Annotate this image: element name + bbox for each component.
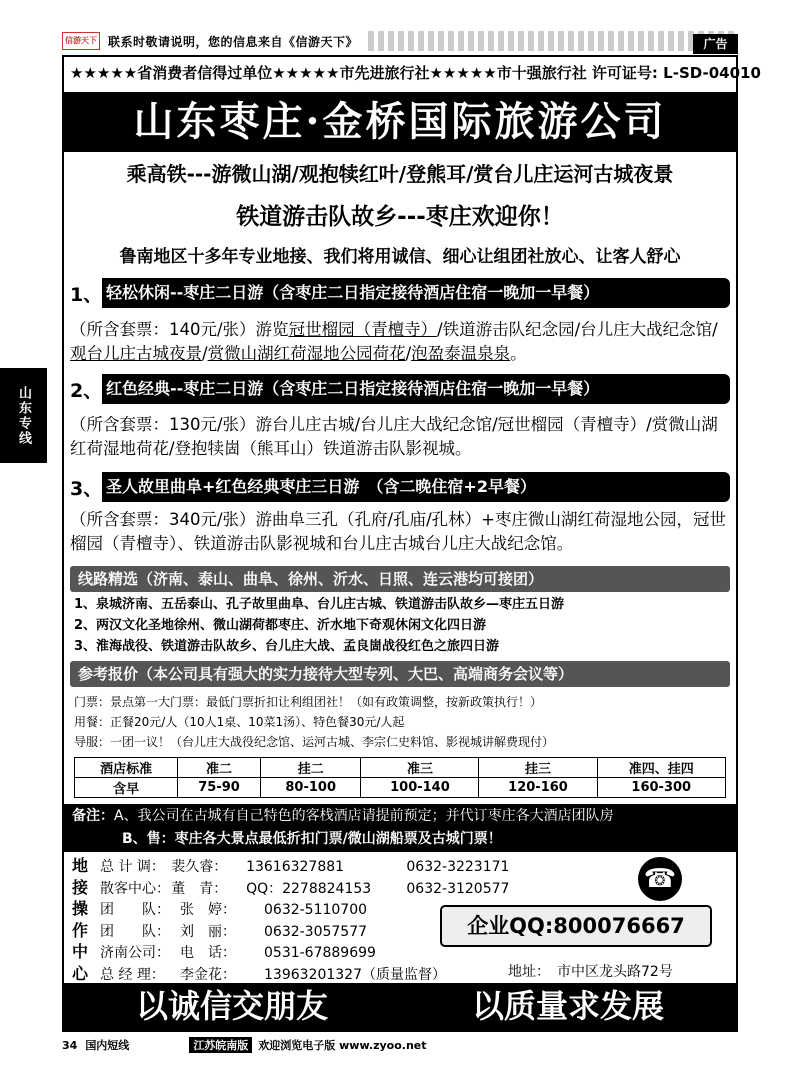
operations-center-label bbox=[72, 855, 92, 984]
tour-1-header bbox=[70, 278, 730, 308]
contact-phone: 0632-3057577 bbox=[264, 923, 368, 940]
pricing-lines bbox=[74, 692, 724, 752]
tour-3-body: （所含套票：340元/张）游曲阜三孔（孔府/孔庙/孔林）+枣庄微山湖红荷湿地公园，冠世榴园（青檀寺）、铁道游击队影视城和台儿庄古城台儿庄大战纪念馆。 bbox=[70, 510, 726, 553]
top-header bbox=[62, 30, 738, 52]
table-header: 准三 bbox=[361, 758, 479, 778]
contact-row bbox=[100, 857, 540, 879]
routes-heading: 线路精选（济南、泰山、曲阜、徐州、沂水、日照、连云港均可接团） bbox=[70, 566, 730, 592]
remark-a: A、我公司在古城有自己特色的客栈酒店请提前预定；并代订枣庄各大酒店团队房 bbox=[114, 808, 614, 824]
tour-1-text: （所含套票：140元/张）游览 bbox=[70, 320, 289, 339]
pricing-heading: 参考报价（本公司具有强大的实力接待大型专列、大巴、高端商务会议等） bbox=[70, 661, 730, 687]
tour-1-text: 。 bbox=[510, 344, 527, 363]
logo: 信游天下 bbox=[62, 32, 100, 50]
contact-role: 总 计 调： bbox=[100, 859, 165, 875]
pricing-line: 用餐：正餐20元/人（10人1桌、10菜1汤）、特色餐30元/人起 bbox=[74, 715, 405, 729]
slogan-2: 铁道游击队故乡---枣庄欢迎你！ bbox=[236, 204, 564, 230]
tour-2-number: 2、 bbox=[70, 379, 103, 402]
tour-3-number: 3、 bbox=[70, 477, 103, 500]
header-stripes bbox=[368, 31, 738, 51]
contact-phone: 13963201327（质量监督） bbox=[264, 966, 446, 983]
table-header: 酒店标准 bbox=[75, 758, 178, 778]
contact-name: 裴久睿： bbox=[171, 859, 228, 875]
table-cell: 含早 bbox=[75, 778, 178, 798]
table-cell: 80-100 bbox=[260, 778, 360, 798]
contact-phone-2: 0632-3223171 bbox=[406, 859, 510, 875]
table-cell: 120-160 bbox=[479, 778, 597, 798]
tour-3-header bbox=[70, 472, 730, 502]
credentials-line: ★★★★★省消费者信得过单位★★★★★市先进旅行社★★★★★市十强旅行社 许可证号: L-SD-04010 bbox=[70, 64, 761, 82]
contact-name: 刘 丽： bbox=[180, 923, 236, 940]
ops-char: 作 bbox=[72, 920, 89, 940]
table-header: 准二 bbox=[178, 758, 261, 778]
motto-left: 以诚信交朋友 bbox=[135, 987, 328, 1025]
contact-role: 团 队： bbox=[100, 923, 170, 940]
ops-char: 操 bbox=[72, 899, 89, 918]
ops-char: 中 bbox=[72, 942, 89, 961]
contact-phone: 0531-67889699 bbox=[264, 945, 376, 961]
contact-phone: QQ：2278824153 bbox=[246, 880, 372, 897]
contact-phone-2: 0632-3120577 bbox=[406, 880, 510, 897]
tour-1-body bbox=[70, 318, 730, 366]
pricing-line: 导服：一团一议！（台儿庄大战役纪念馆、运河古城、李宗仁史料馆、影视城讲解费现付） bbox=[74, 735, 555, 749]
site-text: 欢迎浏览电子版 www.zyoo.net bbox=[258, 1039, 427, 1052]
table-cell: 100-140 bbox=[361, 778, 479, 798]
remarks-label: 备注： bbox=[72, 808, 114, 824]
table-header: 挂三 bbox=[479, 758, 597, 778]
tour-3-title: 圣人故里曲阜+红色经典枣庄三日游 （含二晚住宿+2早餐） bbox=[102, 472, 730, 502]
tour-2-body: （所含套票：130元/张）游台儿庄古城/台儿庄大战纪念馆/冠世榴园（青檀寺）/赏微山湖红荷湿地荷花/登抱犊崮（熊耳山）铁道游击队影视城。 bbox=[70, 415, 718, 458]
pricing-line: 门票：景点第一大门票：最低门票折扣让利组团社！（如有政策调整，按新政策执行！） bbox=[74, 695, 543, 709]
company-title: 山东枣庄·金桥国际旅游公司 bbox=[64, 92, 736, 152]
contact-role: 总 经 理： bbox=[100, 966, 165, 983]
hotel-price-table bbox=[74, 757, 726, 798]
table-header-row bbox=[75, 758, 726, 778]
header-notice: 联系时敬请说明，您的信息来自《信游天下》 bbox=[108, 34, 359, 49]
company-qq: 企业QQ:800076667 bbox=[440, 905, 712, 947]
page-number: 34 bbox=[62, 1038, 78, 1052]
ad-tag: 广告 bbox=[693, 34, 738, 54]
tour-1-text: /铁道游击队纪念园/台儿庄大战纪念馆/ bbox=[437, 320, 718, 339]
table-header: 准四、挂四 bbox=[597, 758, 725, 778]
remark-b: B、售：枣庄各大景点最低折扣门票/微山湖船票及古城门票！ bbox=[122, 831, 502, 847]
ops-char: 接 bbox=[72, 877, 89, 897]
ops-char: 心 bbox=[72, 963, 89, 983]
route-item: 1、泉城济南、五岳泰山、孔子故里曲阜、台儿庄古城、铁道游击队故乡—枣庄五日游 bbox=[74, 597, 565, 612]
slogan-3: 鲁南地区十多年专业地接、我们将用诚信、细心让组团社放心、让客人舒心 bbox=[119, 247, 681, 267]
address: 地址： 市中区龙头路72号 bbox=[508, 964, 673, 980]
contact-phone: 13616327881 bbox=[246, 859, 345, 875]
tour-1-link-night: 观台儿庄古城夜景 bbox=[70, 344, 202, 363]
tour-1-link-spring: 泡盈泰温泉泉 bbox=[411, 344, 511, 363]
route-item: 2、两汉文化圣地徐州、微山湖荷都枣庄、沂水地下奇观休闲文化四日游 bbox=[74, 618, 487, 633]
table-cell: 75-90 bbox=[178, 778, 261, 798]
remarks-bar bbox=[64, 804, 736, 852]
edition-tag: 江苏皖南版 bbox=[189, 1037, 252, 1053]
routes-list bbox=[74, 594, 724, 657]
table-row bbox=[75, 778, 726, 798]
contact-row bbox=[100, 879, 540, 901]
side-tab: 山东专线 bbox=[0, 368, 47, 463]
table-header: 挂二 bbox=[260, 758, 360, 778]
page-footer bbox=[62, 1037, 738, 1053]
contact-role: 团 队： bbox=[100, 902, 170, 918]
tour-2-header bbox=[70, 374, 730, 404]
tour-1-link-lotus: 赏微山湖红荷湿地公园荷花 bbox=[207, 344, 406, 363]
contact-name: 董 青： bbox=[171, 880, 228, 897]
contact-name: 张 婷： bbox=[180, 902, 236, 918]
contact-phone: 0632-5110700 bbox=[264, 902, 368, 918]
tour-1-link-guanshi: 冠世榴园（青檀寺） bbox=[288, 320, 438, 339]
tour-1-number: 1、 bbox=[70, 283, 103, 306]
route-item: 3、淮海战役、铁道游击队故乡、台儿庄大战、孟良崮战役红色之旅四日游 bbox=[74, 639, 500, 654]
motto-bar bbox=[64, 983, 736, 1030]
motto-right: 以质量求发展 bbox=[471, 987, 664, 1025]
section-name: 国内短线 bbox=[85, 1039, 130, 1052]
tour-1-text: / bbox=[202, 344, 208, 363]
contact-role: 散客中心： bbox=[100, 880, 170, 897]
phone-icon: ☎ bbox=[638, 857, 682, 901]
table-cell: 160-300 bbox=[597, 778, 725, 798]
ops-char: 地 bbox=[72, 856, 89, 875]
tour-2-title: 红色经典--枣庄二日游（含枣庄二日指定接待酒店住宿一晚加一早餐） bbox=[102, 374, 730, 404]
tour-1-text: / bbox=[405, 344, 412, 363]
tour-1-title: 轻松休闲--枣庄二日游（含枣庄二日指定接待酒店住宿一晚加一早餐） bbox=[102, 278, 730, 308]
contact-name: 电 话： bbox=[180, 945, 236, 961]
contact-name: 李金花： bbox=[180, 966, 236, 983]
contact-role: 济南公司： bbox=[100, 945, 170, 961]
slogan-1: 乘高铁---游微山湖/观抱犊红叶/登熊耳/赏台儿庄运河古城夜景 bbox=[126, 162, 674, 186]
